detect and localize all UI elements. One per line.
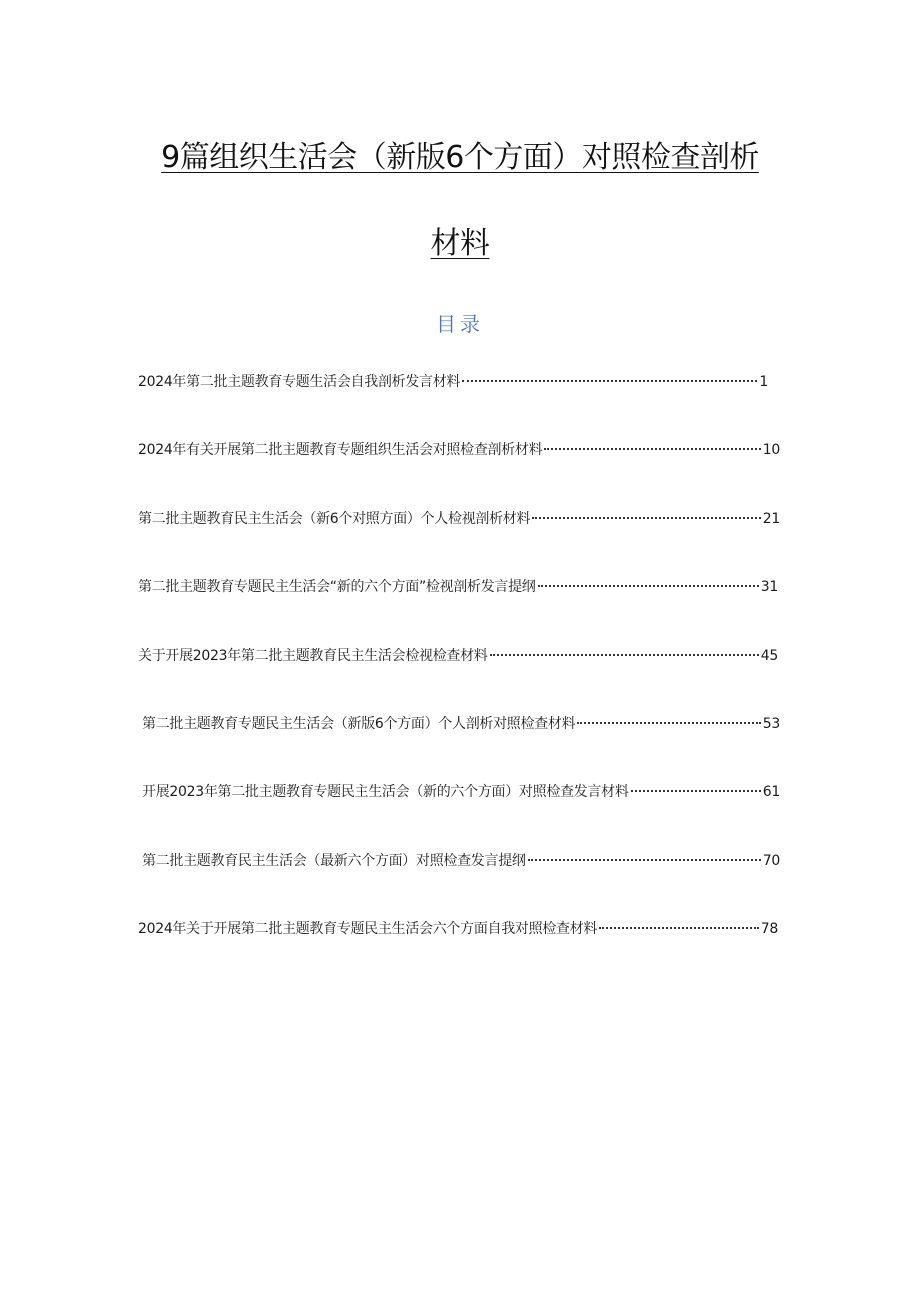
toc-entry-2[interactable] (138, 436, 780, 458)
toc-entry-8[interactable] (142, 847, 780, 869)
toc-page-number: 31 (760, 579, 778, 595)
toc-dot-leader (538, 573, 759, 587)
toc-entry-title: 关于开展2023年第二批主题教育民主生活会检视检查材料 (138, 648, 488, 664)
toc-dot-leader (528, 847, 761, 861)
toc-dot-leader (577, 710, 760, 724)
toc-page-number: 45 (760, 648, 778, 664)
toc-page-number: 10 (762, 442, 780, 458)
toc-dot-leader (631, 778, 761, 792)
toc-entry-3[interactable] (138, 505, 780, 527)
toc-entry-title: 2024年有关开展第二批主题教育专题组织生活会对照检查剖析材料 (138, 442, 543, 458)
toc-page-number: 70 (762, 853, 780, 869)
toc-dot-leader (599, 915, 759, 929)
toc-dot-leader (544, 436, 760, 450)
toc-dot-leader (532, 505, 761, 519)
toc-entry-title: 第二批主题教育民主生活会（最新六个方面）对照检查发言提纲 (142, 853, 526, 869)
toc-entry-9[interactable] (138, 915, 778, 937)
toc-entry-6[interactable] (142, 710, 780, 732)
toc-dot-leader (490, 642, 759, 656)
toc-entry-title: 第二批主题教育专题民主生活会（新版6个方面）个人剖析对照检查材料 (142, 716, 576, 732)
toc-entry-5[interactable] (138, 642, 778, 664)
toc-entry-4[interactable] (138, 573, 778, 595)
document-title-text-2: 材料 (430, 226, 490, 261)
document-title-line-1 (0, 138, 920, 178)
document-title-text-1: 9篇组织生活会（新版6个方面）对照检查剖析 (161, 140, 759, 175)
toc-entry-1[interactable] (138, 368, 768, 390)
toc-page-number: 21 (762, 511, 780, 527)
toc-page-number: 53 (762, 716, 780, 732)
toc-entry-title: 2024年第二批主题教育专题生活会自我剖析发言材料 (138, 374, 461, 390)
toc-page-number: 78 (760, 921, 778, 937)
toc-entry-title: 第二批主题教育民主生活会（新6个对照方面）个人检视剖析材料 (138, 511, 531, 527)
toc-entry-title: 2024年关于开展第二批主题教育专题民主生活会六个方面自我对照检查材料 (138, 921, 598, 937)
toc-page-number: 1 (759, 374, 768, 390)
toc-heading: 目录 (436, 312, 484, 336)
toc-entry-title: 第二批主题教育专题民主生活会“新的六个方面”检视剖析发言提纲 (138, 579, 536, 595)
document-title-line-2 (0, 224, 920, 264)
toc-dot-leader (462, 368, 757, 382)
toc-page-number: 61 (762, 784, 780, 800)
toc-entry-7[interactable] (142, 778, 780, 800)
toc-entry-title: 开展2023年第二批主题教育专题民主生活会（新的六个方面）对照检查发言材料 (142, 784, 629, 800)
